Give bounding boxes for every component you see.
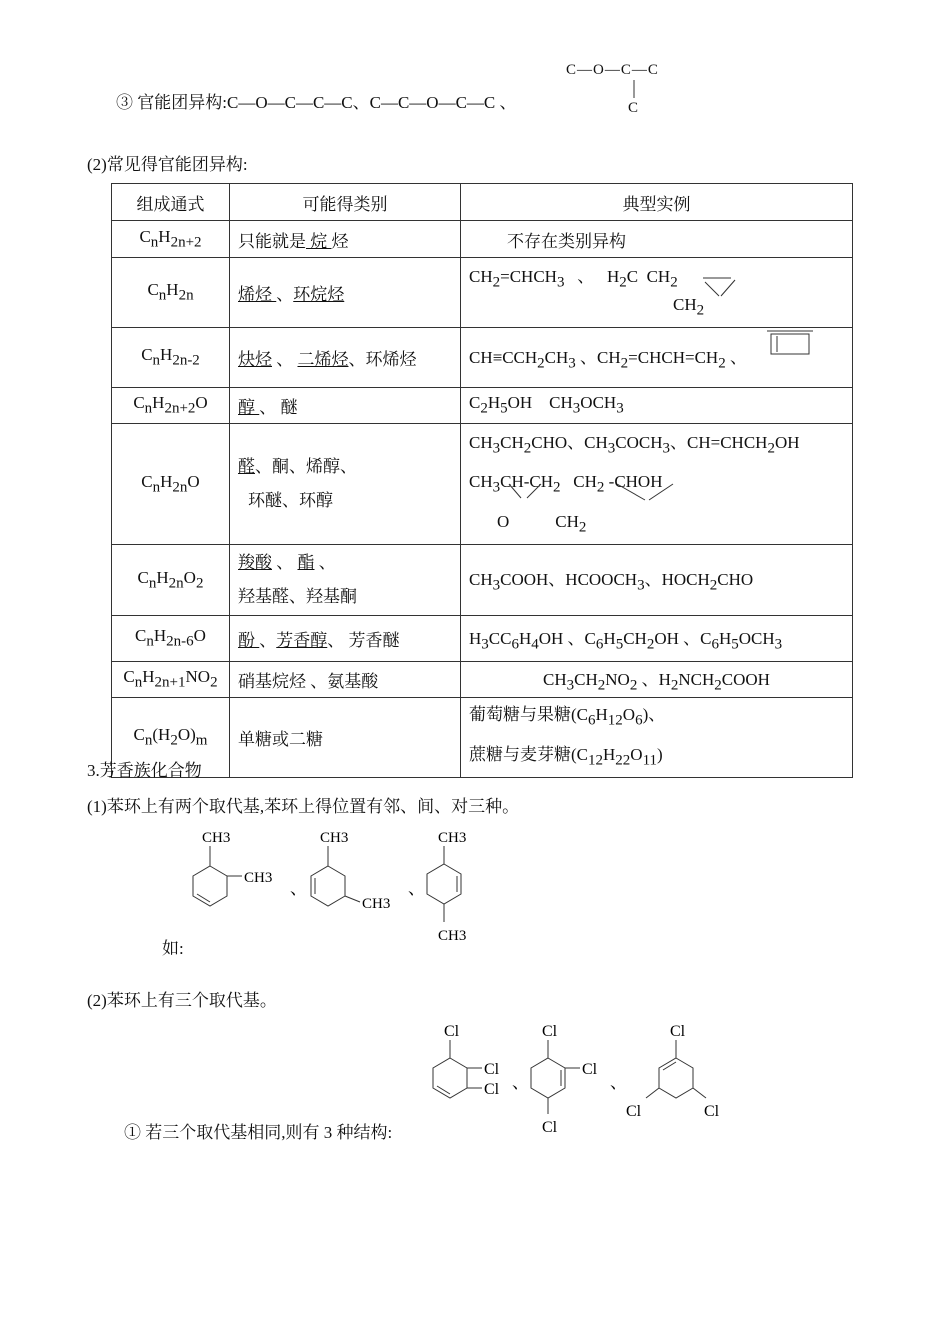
cl-label: Cl: [704, 1103, 720, 1120]
separator: 、: [408, 879, 425, 898]
example-cell: 不存在类别异构: [461, 221, 853, 258]
class-cell: 烯烃 、环烷烃: [230, 258, 461, 328]
header-formula: 组成通式: [112, 184, 230, 221]
table-row: [112, 545, 853, 616]
ch3-label: CH3: [438, 830, 467, 846]
cyclopropane-bonds: [701, 276, 741, 300]
class-cell: 只能就是 烷 烃: [230, 221, 461, 258]
separator: 、: [290, 879, 307, 898]
cl-label: Cl: [484, 1081, 500, 1098]
table-row: [112, 698, 853, 778]
trichlorobenzene-structures: [420, 1018, 750, 1138]
ring-bonds: [503, 480, 703, 504]
cl-label: Cl: [542, 1023, 558, 1040]
cl-label: Cl: [626, 1103, 642, 1120]
example-label: 如:: [162, 939, 184, 958]
separator: 、: [352, 93, 370, 112]
cl-label: Cl: [484, 1061, 500, 1078]
ch3-label: CH3: [362, 896, 391, 912]
header-example: 典型实例: [461, 184, 853, 221]
section-3-title: 3.芳香族化合物: [87, 761, 202, 780]
table-row: [112, 221, 853, 258]
example-cell: $CH_2=CHCH_3$ 、 $H_2C$ $CH_2$ $CH_2$: [461, 258, 853, 328]
example-cell: $CH_3COOH$、$HCOOCH_3$、$HOCH_2CHO$: [461, 545, 853, 616]
branched-chain-bottom: C: [628, 100, 639, 116]
formula-cell: $C_nH_{2n}O_2$: [112, 545, 230, 616]
table-row: [112, 424, 853, 545]
item-1: ① 若三个取代基相同,则有 3 种结构:: [124, 1123, 393, 1142]
formula-cell: $C_nH_{2n-2}$: [112, 328, 230, 388]
xylene-structures: [180, 822, 500, 952]
separator: 、: [499, 93, 517, 112]
formula-cell: $C_nH_{2n}$: [112, 258, 230, 328]
formula-cell: $C_nH_{2n+2}$: [112, 221, 230, 258]
branched-chain-top: C—O—C—C: [566, 62, 659, 78]
class-cell: 硝基烷烃 、氨基酸: [230, 662, 461, 698]
isomer-line: [116, 88, 517, 113]
example-cell: $H_3CC_6H_4OH$ 、$C_6H_5CH_2OH$ 、$C_6H_5OCH_3$: [461, 616, 853, 662]
formula-cell: $C_nH_{2n}O$: [112, 424, 230, 545]
ch3-label: CH3: [244, 870, 273, 886]
cyclobutene-icon: [767, 330, 815, 358]
ch3-label: CH3: [438, 928, 467, 944]
table-row: [112, 258, 853, 328]
cl-label: Cl: [444, 1023, 460, 1040]
cl-label: Cl: [542, 1119, 558, 1136]
isomer-table: [111, 183, 853, 778]
cl-label: Cl: [670, 1023, 686, 1040]
example-cell: $CH_3CH_2NO_2$ 、$H_2NCH_2COOH$: [461, 662, 853, 698]
formula-cell: $C_n(H_2O)_m$: [112, 698, 230, 778]
ch3-label: CH3: [202, 830, 231, 846]
formula-cell: $C_nH_{2n+2}O$: [112, 388, 230, 424]
example-cell: 葡萄糖与果糖$(C_6H_{12}O_6)$、 蔗糖与麦芽糖$(C_{12}H_{22}O_{11})$: [461, 698, 853, 778]
ch3-label: CH3: [320, 830, 349, 846]
chain-1: C—O—C—C—C: [226, 93, 353, 112]
example-cell: $C_2H_5OH$ $CH_3OCH_3$: [461, 388, 853, 424]
example-cell: $CH_3CH_2CHO$、$CH_3COCH_3$、$CH=CHCH_2OH$ $CH_3CH-CH_2$ $CH_2$ -CHOH O $CH_2$: [461, 424, 853, 545]
header-class: 可能得类别: [230, 184, 461, 221]
table-row: [112, 616, 853, 662]
separator: 、: [610, 1073, 627, 1092]
formula-cell: $C_nH_{2n-6}O$: [112, 616, 230, 662]
table-header-row: [112, 184, 853, 221]
chain-2: C—C—O—C—C: [369, 93, 496, 112]
class-cell: 羧酸 、 酯 、 羟基醛、羟基酮: [230, 545, 461, 616]
class-cell: 醇 、 醚: [230, 388, 461, 424]
class-cell: 酚 、芳香醇、 芳香醚: [230, 616, 461, 662]
class-cell: 单糖或二糖: [230, 698, 461, 778]
table-row: [112, 662, 853, 698]
table-row: [112, 388, 853, 424]
subsection-2: (2)苯环上有三个取代基。: [87, 991, 277, 1010]
cl-label: Cl: [582, 1061, 598, 1078]
formula-cell: $C_nH_{2n+1}NO_2$: [112, 662, 230, 698]
isomer-label: ③ 官能团异构:: [116, 93, 227, 112]
subsection-1: (1)苯环上有两个取代基,苯环上得位置有邻、间、对三种。: [87, 797, 520, 816]
separator: 、: [512, 1073, 529, 1092]
section-2-title: (2)常见得官能团异构:: [87, 155, 248, 174]
example-cell: $CH\equiv CCH_2CH_3$ 、$CH_2=CHCH=CH_2$ 、: [461, 328, 853, 388]
table-row: [112, 328, 853, 388]
class-cell: 炔烃 、 二烯烃、环烯烃: [230, 328, 461, 388]
branch-bond: [628, 80, 640, 100]
class-cell: 醛、酮、烯醇、 环醚、环醇: [230, 424, 461, 545]
